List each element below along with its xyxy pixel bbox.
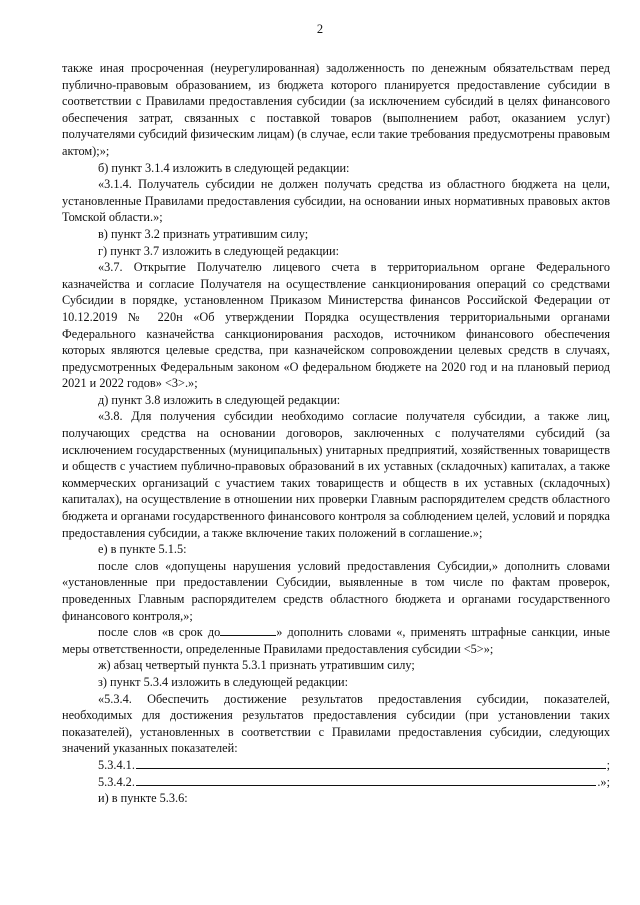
paragraph-after-words-deadline — [62, 624, 610, 657]
fill-line-5-3-4-1 — [62, 757, 610, 774]
paragraph-item-zh: ж) абзац четвертый пункта 5.3.1 признать утратившим силу; — [98, 658, 415, 673]
paragraph-clause-3-7: «3.7. Открытие Получателю лицевого счета в территориальном органе Федерального казначейства и согласие Получателя на осуществление санкционирования операций со средствами Субсидии в порядке, установленном Приказом Министерства финансов Российской Федерации от 10.12.2019 № 220н «Об утверждении Порядка осуществления территориальными органами Федерального казначейства санкционирования расходов, источником финансового обеспечения которых являются целевые средства, при казначейском сопровождении целевых средств в случаях, предусмотренных Федеральным законом «О федеральном бюджете на 2020 год и на плановый период 2021 и 2022 годов» <3>.»; — [62, 260, 610, 391]
deadline-text-before: после слов «в срок до — [98, 625, 221, 640]
paragraph-item-g: г) пункт 3.7 изложить в следующей редакции: — [98, 243, 340, 258]
paragraph-clause-3-8: «3.8. Для получения субсидии необходимо согласие получателя субсидии, а также лиц, получающих средства на основании договоров, заключенных с получателями субсидий (за исключением государственных (муниципальных) унитарных предприятий, хозяйственных товариществ и обществ с участием публично-правовых образований в их уставных (складочных) капиталах, а также коммерческих организаций с участием таких товариществ и обществ в их уставных (складочных) капиталах), на осуществление в отношении них проверки Главным распорядителем средств областного бюджета и органами государственного финансового контроля за соблюдением целей, условий и порядка предоставления субсидии, а также включение таких положений в соглашение.»; — [62, 409, 610, 540]
paragraph-item-v: в) пункт 3.2 признать утратившим силу; — [98, 226, 309, 241]
fill-line-end: ; — [606, 757, 610, 772]
paragraph-clause-3-1-4: «3.1.4. Получатель субсидии не должен получать средства из областного бюджета на цели, установленные Правилами предоставления субсидии, на основании иных нормативных правовых актов Томской области.»; — [62, 177, 610, 225]
paragraph-clause-5-3-4: «5.3.4. Обеспечить достижение результатов предоставления субсидии, показателей, необходимых для достижения результатов предоставления субсидии (при установлении таких показателей), установленных в соответствии с Правилами предоставления субсидии, следующих значений указанных показателей: — [62, 691, 610, 756]
fill-line-5-3-4-2 — [62, 774, 610, 791]
deadline-blank — [220, 625, 276, 636]
paragraph-item-d: д) пункт 3.8 изложить в следующей редакции: — [98, 392, 341, 407]
document-body — [62, 60, 610, 807]
fill-line-label: 5.3.4.1. — [98, 757, 135, 772]
fill-line-label: 5.3.4.2. — [98, 774, 135, 789]
fill-line-blank — [136, 757, 606, 769]
paragraph-after-words-violations: после слов «допущены нарушения условий предоставления Субсидии,» дополнить словами «установленные при предоставлении Субсидии, выявленные в том числе по фактам проверок, проведенных Главным распорядителем средств областного бюджета и органами государственного финансового контроля,»; — [62, 558, 610, 623]
paragraph-item-z: з) пункт 5.3.4 изложить в следующей редакции: — [98, 674, 349, 689]
paragraph-item-b: б) пункт 3.1.4 изложить в следующей редакции: — [98, 160, 350, 175]
paragraph-debt-continuation: также иная просроченная (неурегулированная) задолженность по денежным обязательствам перед публично-правовым образованием, из бюджета которого планируется предоставление субсидии в соответствии с Правилами предоставления субсидии (за исключением субсидий в целях финансового обеспечения затрат, связанных с поставкой товаров (выполнением работ, оказанием услуг) получателями субсидий физическим лицам) (в случае, если такие требования предусмотрены правовым актом);»; — [62, 61, 610, 158]
fill-line-end: .»; — [597, 774, 610, 789]
fill-line-blank — [136, 774, 596, 786]
deadline-text-after: » дополнить словами «, применять штрафные санкции, иные меры ответственности, определенные Правилами предоставления субсидии <5>»; — [62, 625, 610, 656]
page-number: 2 — [316, 22, 324, 36]
paragraph-item-i: и) в пункте 5.3.6: — [98, 791, 188, 806]
paragraph-item-e: е) в пункте 5.1.5: — [98, 542, 187, 557]
